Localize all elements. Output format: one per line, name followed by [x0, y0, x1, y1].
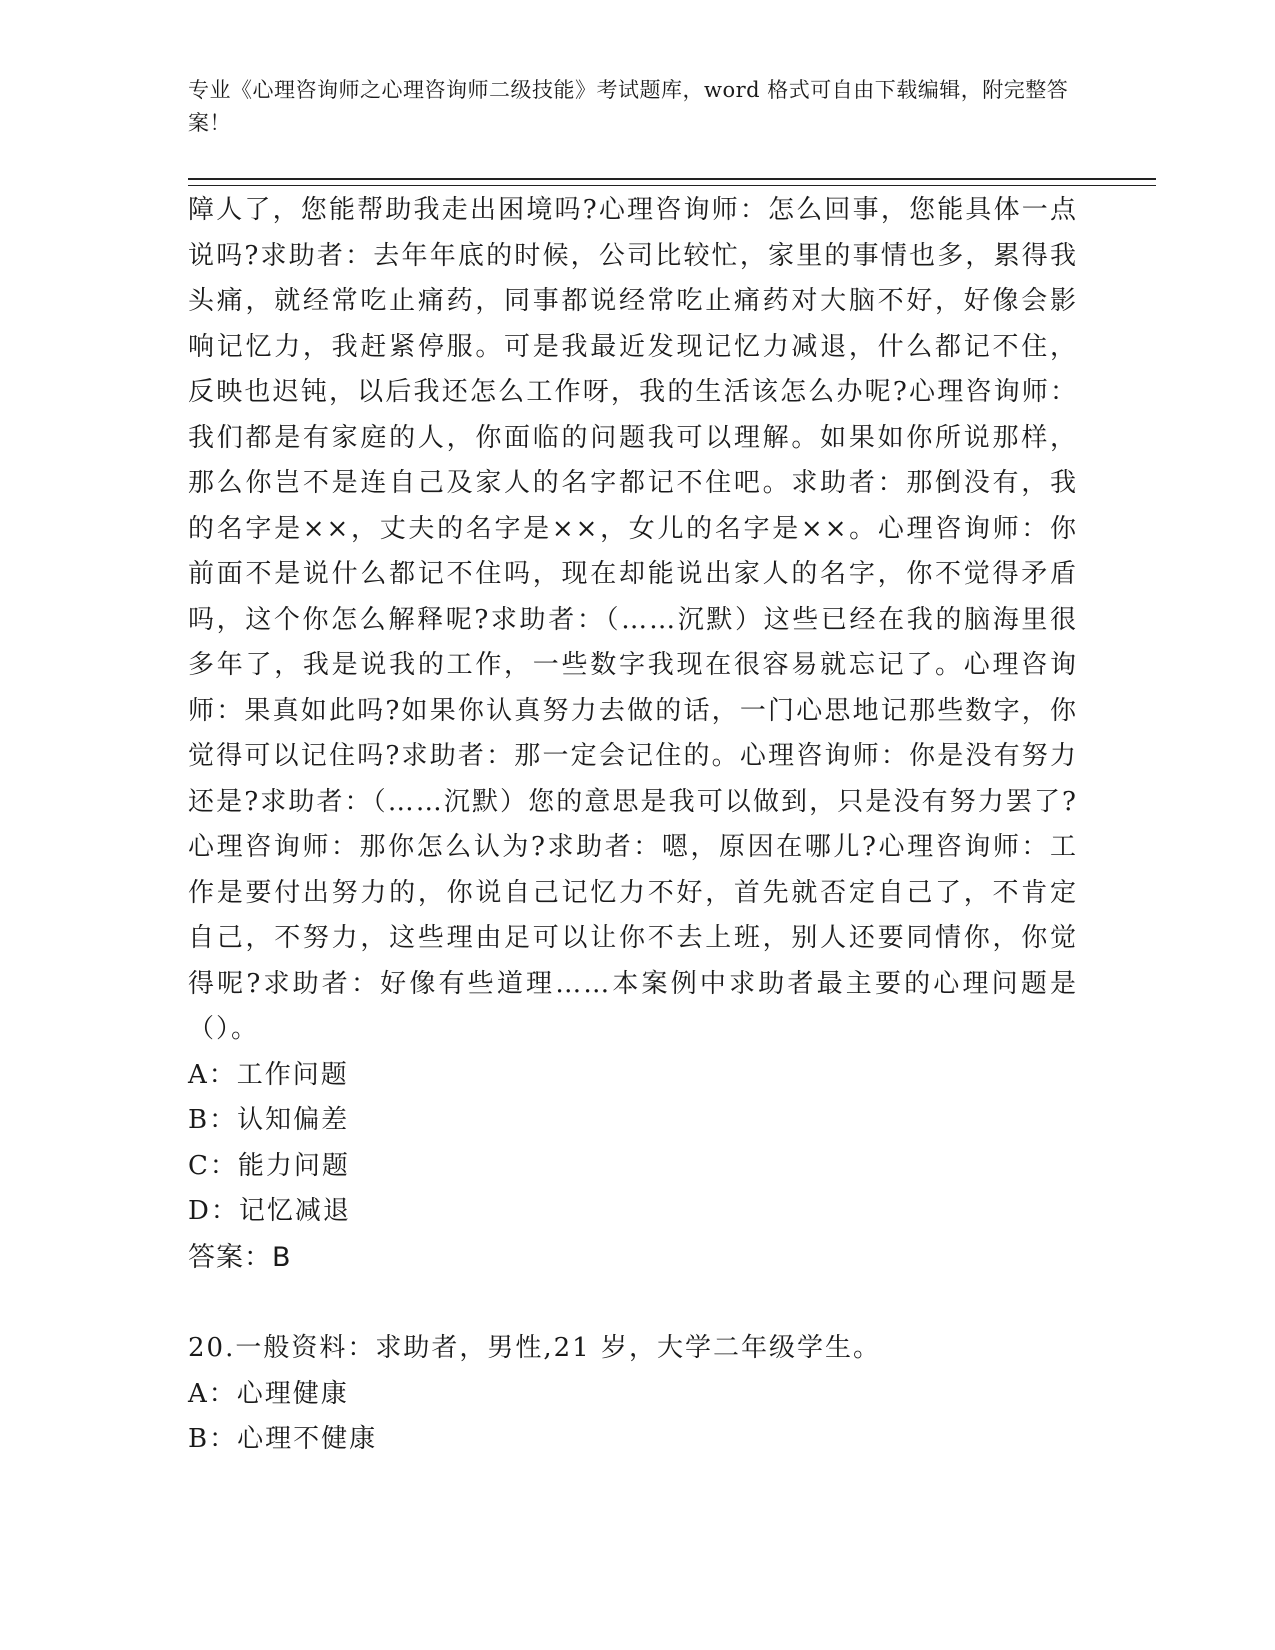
question-19-option-a: A：工作问题: [188, 1059, 349, 1090]
question-19-option-b: B：认知偏差: [188, 1105, 350, 1135]
question-20-option-a: A：心理健康: [188, 1378, 349, 1409]
header-divider-thin: [188, 185, 1156, 186]
question-spacer: [188, 1280, 1078, 1326]
header-divider-thick: [188, 178, 1156, 180]
document-body: [188, 188, 1078, 1463]
question-19-option-d: D：记忆减退: [188, 1196, 351, 1226]
question-20-text: 20.一般资料：求助者，男性,21 岁，大学二年级学生。: [188, 1333, 881, 1363]
question-20-option-b: B：心理不健康: [188, 1424, 378, 1454]
question-19-answer: 答案：B: [188, 1241, 292, 1273]
question-19-option-c: C：能力问题: [188, 1150, 350, 1181]
document-header: 专业《心理咨询师之心理咨询师二级技能》考试题库，word 格式可自由下载编辑，附完整答案！: [188, 78, 1069, 135]
question-19-text: 障人了，您能帮助我走出困境吗?心理咨询师：怎么回事，您能具体一点说吗?求助者：去年年底的时候，公司比较忙，家里的事情也多，累得我头痛，就经常吃止痛药，同事都说经常吃止痛药对大脑不好，好像会影响记忆力，我赶紧停服。可是我最近发现记忆力减退，什么都记不住，反映也迟钝，以后我还怎么工作呀，我的生活该怎么办呢?心理咨询师：我们都是有家庭的人，你面临的问题我可以理解。如果如你所说那样，那么你岂不是连自己及家人的名字都记不住吧。求助者：那倒没有，我的名字是××，丈夫的名字是××，女儿的名字是××。心理咨询师：你前面不是说什么都记不住吗，现在却能说出家人的名字，你不觉得矛盾吗，这个你怎么解释呢?求助者：（……沉默）这些已经在我的脑海里很多年了，我是说我的工作，一些数字我现在很容易就忘记了。心理咨询师：果真如此吗?如果你认真努力去做的话，一门心思地记那些数字，你觉得可以记住吗?求助者：那一定会记住的。心理咨询师：你是没有努力还是?求助者：（……沉默）您的意思是我可以做到，只是没有努力罢了?心理咨询师：那你怎么认为?求助者：嗯，原因在哪儿?心理咨询师：工作是要付出努力的，你说自己记忆力不好，首先就否定自己了，不肯定自己，不努力，这些理由足可以让你不去上班，别人还要同情你，你觉得呢?求助者：好像有些道理……本案例中求助者最主要的心理问题是（）。: [188, 195, 1078, 1044]
question-20: [188, 1326, 1078, 1463]
question-19: [188, 188, 1078, 1280]
